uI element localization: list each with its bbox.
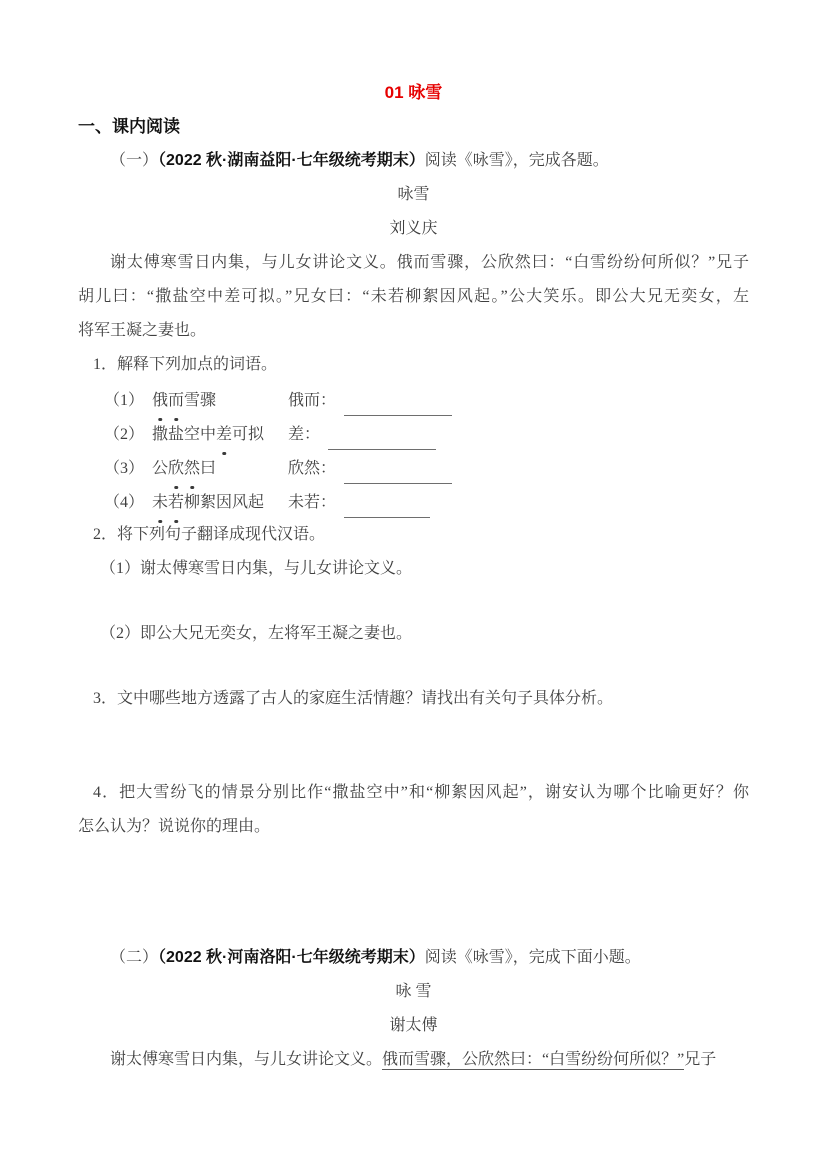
passage2-underlined: 俄而雪骤，公欣然曰：“白雪纷纷何所似？” — [382, 1051, 685, 1068]
item-word: 未若： — [288, 494, 337, 511]
question-2-item-1: （1）谢太傅寒雪日内集，与儿女讲论文义。 — [100, 560, 413, 577]
poem1-title: 咏雪 — [397, 186, 430, 203]
emphasized-char: 然 — [184, 454, 200, 484]
item-number: （4） — [104, 494, 145, 511]
passage1-line-1: 谢太傅寒雪日内集，与儿女讲论文义。俄而雪骤，公欣然曰：“白雪纷纷何所似？”兄子 — [110, 254, 749, 271]
q1-item — [78, 416, 749, 450]
answer-blank — [328, 425, 436, 450]
passage2-line-1 — [78, 1043, 749, 1077]
phrase-post: 柳絮因风起 — [184, 494, 265, 511]
emphasized-char: 而 — [168, 386, 184, 416]
passage2-pre: 谢太傅寒雪日内集，与儿女讲论文义。 — [110, 1051, 383, 1068]
section1-intro-prefix: （一） — [110, 152, 159, 169]
phrase-pre: 公 — [152, 460, 169, 477]
poem2-title: 咏 雪 — [395, 983, 432, 1000]
section2-task: 阅读《咏雪》，完成下面小题。 — [424, 949, 641, 966]
q1-item — [78, 484, 749, 518]
phrase-post: 雪骤 — [184, 392, 217, 409]
emphasized-char: 未 — [152, 488, 168, 518]
phrase-post: 曰 — [200, 460, 217, 477]
question-2-item-2: （2）即公大兄无奕女，左将军王凝之妻也。 — [100, 625, 413, 642]
item-word: 俄而： — [288, 392, 337, 409]
phrase-pre: 撒盐空中 — [152, 426, 217, 443]
answer-space — [78, 844, 749, 941]
section2-source: （2022 秋·河南洛阳·七年级统考期末） — [158, 949, 425, 966]
section2-intro — [78, 941, 749, 975]
section1-heading: 一、课内阅读 — [78, 117, 180, 136]
item-phrase — [152, 454, 288, 484]
item-number: （1） — [104, 392, 145, 409]
section1-intro — [78, 144, 749, 178]
question-2-label: 2．将下列句子翻译成现代汉语。 — [93, 526, 326, 543]
q1-items — [78, 382, 749, 518]
question-4-line-1: 4．把大雪纷飞的情景分别比作“撒盐空中”和“柳絮因风起”，谢安认为哪个比喻更好？你 — [93, 784, 749, 801]
item-phrase — [152, 420, 288, 450]
item-number: （3） — [104, 460, 145, 477]
question-4-line-2: 怎么认为？说说你的理由。 — [78, 818, 271, 835]
item-word: 差： — [288, 426, 321, 443]
question-1-label: 1．解释下列加点的词语。 — [93, 356, 278, 373]
poem2-author: 谢太傅 — [389, 1017, 438, 1034]
q1-item — [78, 382, 749, 416]
emphasized-char: 差 — [216, 420, 232, 450]
answer-blank — [344, 391, 452, 416]
section1-task: 阅读《咏雪》，完成各题。 — [424, 152, 609, 169]
item-word: 欣然： — [288, 460, 337, 477]
passage1-line-2: 胡儿曰：“撒盐空中差可拟。”兄女曰：“未若柳絮因风起。”公大笑乐。即公大兄无奕女，左 — [78, 288, 749, 305]
item-phrase — [152, 488, 288, 518]
passage1-line-3: 将军王凝之妻也。 — [78, 322, 207, 339]
item-phrase — [152, 386, 288, 416]
emphasized-char: 俄 — [152, 386, 168, 416]
section2-intro-prefix: （二） — [110, 949, 159, 966]
doc-title: 01 咏雪 — [384, 83, 443, 102]
answer-blank — [344, 459, 452, 484]
emphasized-char: 欣 — [168, 454, 184, 484]
passage2-post: 兄子 — [684, 1051, 717, 1068]
question-3-label: 3．文中哪些地方透露了古人的家庭生活情趣？请找出有关句子具体分析。 — [93, 690, 614, 707]
poem1-author: 刘义庆 — [389, 220, 438, 237]
answer-space — [78, 586, 749, 617]
answer-blank — [344, 493, 430, 518]
emphasized-char: 若 — [168, 488, 184, 518]
answer-space — [78, 716, 749, 776]
phrase-post: 可拟 — [232, 426, 265, 443]
q1-item — [78, 450, 749, 484]
answer-space — [78, 651, 749, 682]
section1-source: （2022 秋·湖南益阳·七年级统考期末） — [158, 152, 425, 169]
item-number: （2） — [104, 426, 145, 443]
